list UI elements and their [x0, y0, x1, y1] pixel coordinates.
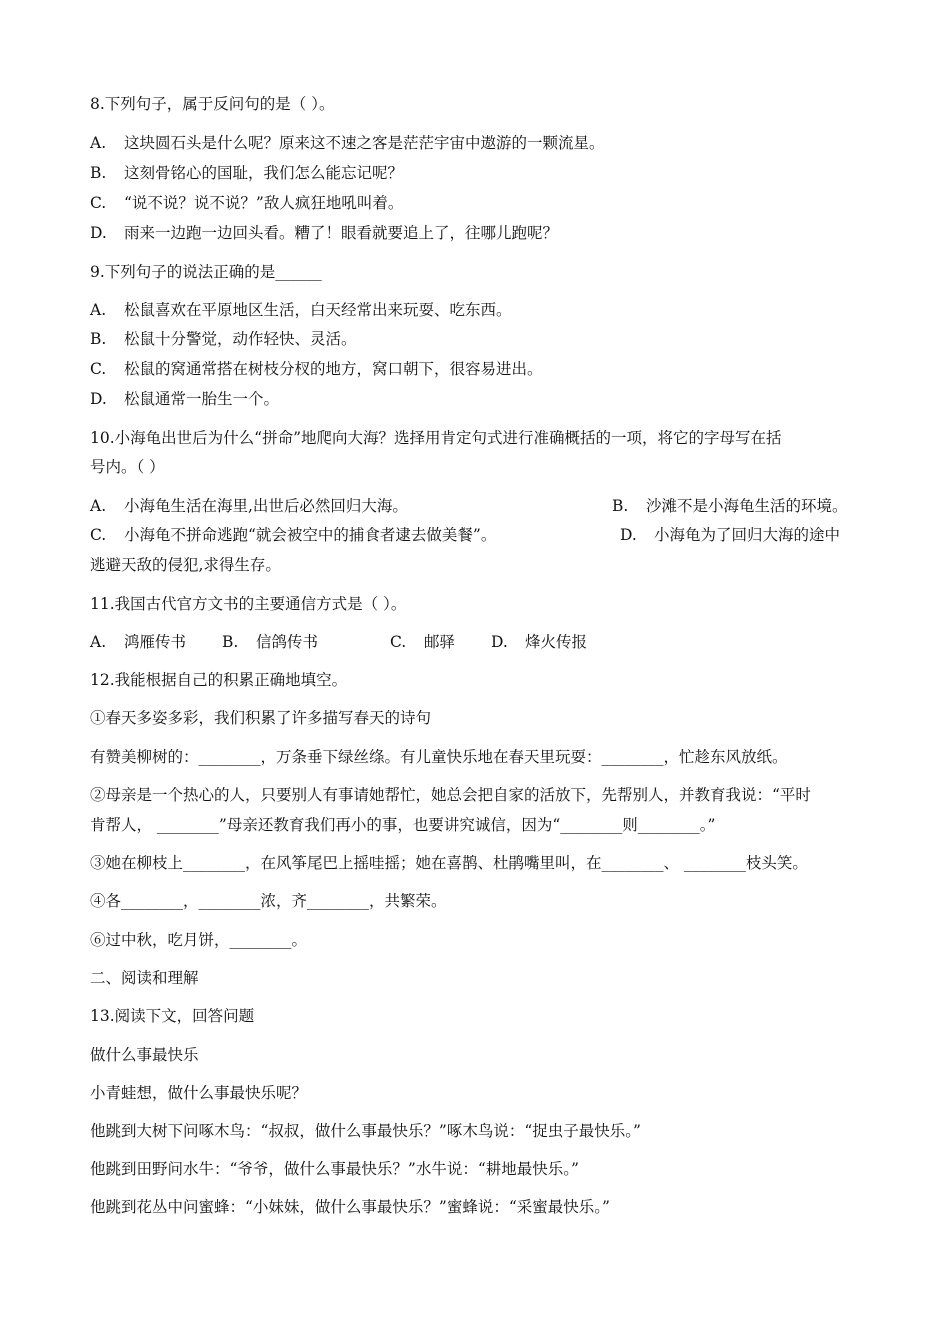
option-letter: C.	[90, 194, 107, 212]
q12-line-7: ⑥过中秋，吃月饼，________。	[90, 931, 308, 949]
q12-line-4: 肯帮人， ________”母亲还教育我们再小的事，也要讲究诚信，因为“________则________。”	[90, 816, 716, 834]
q9-option-b	[90, 329, 357, 349]
q10-option-b	[612, 496, 848, 516]
option-text: 松鼠的窝通常搭在树枝分杈的地方，窝口朝下，很容易进出。	[124, 360, 543, 378]
option-letter: A.	[90, 134, 107, 152]
passage-paragraph: 他跳到大树下问啄木鸟：“叔叔，做什么事最快乐？”啄木鸟说：“捉虫子最快乐。”	[90, 1122, 641, 1140]
q12-line-1: ①春天多姿多彩，我们积累了许多描写春天的诗句	[90, 709, 432, 727]
q10-option-a	[90, 496, 408, 516]
passage-paragraph: 他跳到花丛中问蜜蜂：“小妹妹，做什么事最快乐？”蜜蜂说：“采蜜最快乐。”	[90, 1198, 610, 1216]
passage-paragraph: 他跳到田野问水牛：“爷爷，做什么事最快乐？”水牛说：“耕地最快乐。”	[90, 1160, 579, 1178]
q8-stem: 8.下列句子，属于反问句的是（ ）。	[90, 95, 335, 113]
option-letter: D.	[620, 526, 637, 544]
q10-option-d	[620, 525, 840, 545]
q9-option-a	[90, 300, 512, 320]
option-letter: B.	[222, 633, 239, 651]
option-text: 小海龟为了回归大海的途中	[654, 526, 841, 544]
option-letter: D.	[491, 633, 508, 651]
option-letter: C.	[90, 360, 107, 378]
option-letter: A.	[90, 633, 107, 651]
option-text: 邮驿	[424, 633, 456, 651]
q12-line-6: ④各________，________浓，齐________，共繁荣。	[90, 892, 447, 910]
q11-option-a	[90, 632, 186, 652]
option-letter: C.	[390, 633, 407, 651]
q9-option-c	[90, 359, 543, 379]
option-letter: B.	[90, 164, 107, 182]
passage-title: 做什么事最快乐	[90, 1046, 199, 1064]
option-text: 这块圆石头是什么呢？原来这不速之客是茫茫宇宙中遨游的一颗流星。	[124, 134, 605, 152]
option-text: 信鸽传书	[256, 633, 319, 651]
q12-line-2: 有赞美柳树的：________，万条垂下绿丝绦。有儿童快乐地在春天里玩耍：________，忙趁东风放纸。	[90, 748, 788, 766]
q11-stem: 11.我国古代官方文书的主要通信方式是（ ）。	[90, 595, 407, 613]
q12-stem: 12.我能根据自己的积累正确地填空。	[90, 671, 348, 689]
option-letter: B.	[612, 497, 629, 515]
q10-option-c	[90, 525, 496, 545]
option-text: 松鼠喜欢在平原地区生活，白天经常出来玩耍、吃东西。	[124, 301, 512, 319]
option-text: 这刻骨铭心的国耻，我们怎么能忘记呢？	[124, 164, 404, 182]
option-text: 鸿雁传书	[124, 633, 187, 651]
option-letter: A.	[90, 301, 107, 319]
option-letter: D.	[90, 224, 107, 242]
option-letter: D.	[90, 390, 107, 408]
q9-stem: 9.下列句子的说法正确的是______	[90, 263, 322, 281]
section-title: 二、阅读和理解	[90, 969, 199, 987]
q8-option-d	[90, 223, 558, 243]
option-text: 烽火传报	[525, 633, 588, 651]
option-letter: C.	[90, 526, 107, 544]
option-text: 沙滩不是小海龟生活的环境。	[646, 497, 848, 515]
q8-option-a	[90, 133, 605, 153]
option-letter: B.	[90, 330, 107, 348]
passage-paragraph: 小青蛙想，做什么事最快乐呢？	[90, 1084, 308, 1102]
q13-stem: 13.阅读下文，回答问题	[90, 1007, 255, 1025]
q11-option-b	[222, 632, 318, 652]
option-text: 松鼠十分警觉，动作轻快、灵活。	[124, 330, 357, 348]
option-text: 雨来一边跑一边回头看。糟了！眼看就要追上了，往哪儿跑呢？	[124, 224, 559, 242]
q12-line-3: ②母亲是一个热心的人，只要别人有事请她帮忙，她总会把自家的活放下，先帮别人，并教育我说：“平时	[90, 786, 811, 804]
q10-stem-line-2: 号内。（ ）	[90, 458, 165, 476]
option-letter: A.	[90, 497, 107, 515]
q9-option-d	[90, 389, 279, 409]
q12-line-5: ③她在柳枝上________，在风筝尾巴上摇哇摇；她在喜鹊、杜鹃嘴里叫，在________、 ________枝头笑。	[90, 854, 808, 872]
option-text: 小海龟生活在海里,出世后必然回归大海。	[124, 497, 408, 515]
q10-option-d-continued: 逃避天敌的侵犯,求得生存。	[90, 556, 281, 574]
option-text: “说不说？说不说？”敌人疯狂地吼叫着。	[124, 194, 404, 212]
q11-option-d	[491, 632, 587, 652]
q8-option-c	[90, 193, 403, 213]
q11-option-c	[390, 632, 455, 652]
q10-stem-line-1: 10.小海龟出世后为什么“拼命”地爬向大海？选择用肯定句式进行准确概括的一项，将它的字母写在括	[90, 429, 782, 447]
option-text: 小海龟不拼命逃跑“就会被空中的捕食者逮去做美餐”。	[124, 526, 497, 544]
q8-option-b	[90, 163, 403, 183]
option-text: 松鼠通常一胎生一个。	[124, 390, 280, 408]
